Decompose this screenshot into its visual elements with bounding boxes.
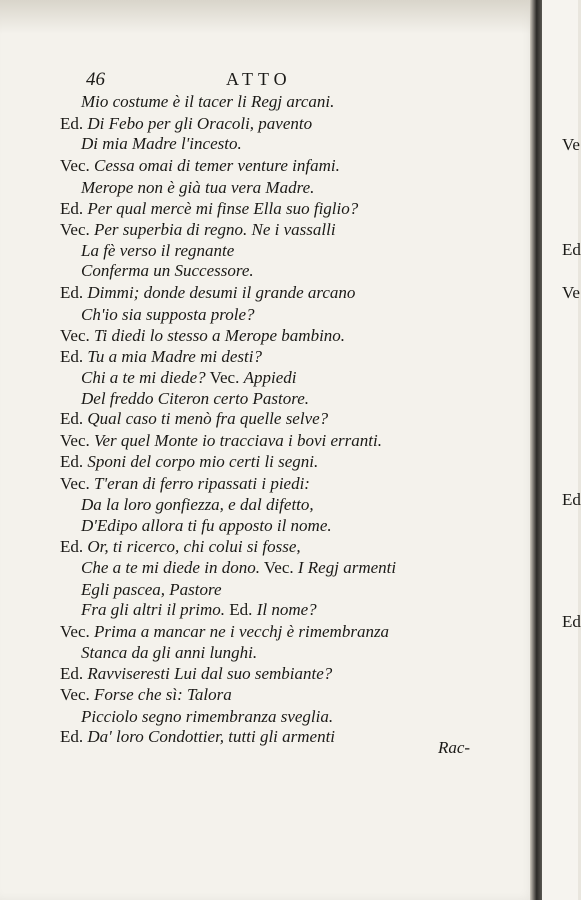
dialogue-line — [81, 643, 257, 663]
line-text: Picciolo segno rimembranza sveglia. — [81, 707, 334, 726]
line-text: Da la loro gonfiezza, e dal difetto, — [81, 495, 314, 514]
dialogue-line — [60, 409, 328, 429]
speaker-name: Ed. — [60, 452, 88, 471]
running-title: ATTO — [226, 69, 292, 89]
line-text: Qual caso ti menò fra quelle selve? — [87, 409, 329, 428]
dialogue-line — [60, 664, 332, 684]
speaker-name: Vec. — [60, 156, 94, 175]
dialogue-line — [81, 707, 333, 727]
speaker-name: Ed. — [225, 600, 257, 619]
speaker-name: Ed. — [60, 114, 88, 133]
dialogue-line — [81, 600, 317, 620]
dialogue-line — [60, 347, 262, 367]
page-top-shadow — [0, 0, 536, 34]
speaker-name: Vec. — [60, 431, 94, 450]
speaker-name: Ed. — [60, 537, 88, 556]
speaker-name: Vec. — [60, 474, 94, 493]
dialogue-line — [60, 685, 232, 705]
dialogue-line — [60, 114, 312, 134]
line-text: Ver quel Monte io tracciava i bovi erranti. — [93, 431, 382, 450]
dialogue-line — [60, 220, 336, 240]
dialogue-line — [81, 516, 332, 536]
line-text: Che a te mi diede in dono. — [81, 558, 260, 577]
line-text: Appiedi — [243, 368, 297, 387]
page-number: 46 — [86, 69, 105, 90]
page-header — [86, 69, 386, 93]
speaker-name: Vec. — [205, 368, 244, 387]
line-text: Cessa omai di temer venture infami. — [93, 156, 340, 175]
line-text: Chi a te mi diede? — [81, 368, 206, 387]
dialogue-line — [81, 558, 396, 578]
dialogue-line — [60, 431, 382, 451]
line-text: Ti diedi lo stesso a Merope bambino. — [93, 326, 346, 345]
dialogue-line — [81, 134, 242, 154]
speaker-name: Ed. — [60, 664, 88, 683]
facing-page-fragment: Ed — [562, 612, 581, 631]
speaker-name: Vec. — [60, 326, 94, 345]
speaker-name: Vec. — [60, 220, 94, 239]
line-text: Del freddo Citeron certo Pastore. — [81, 389, 310, 408]
line-text: Conferma un Successore. — [81, 261, 254, 280]
speaker-name: Ed. — [60, 283, 88, 302]
dialogue-line — [60, 622, 389, 642]
facing-page — [542, 0, 581, 900]
line-text: Forse che sì: Talora — [93, 685, 232, 704]
facing-page-fragment: Ed — [562, 240, 581, 259]
line-text: Prima a mancar ne i vecchj è rimembranza — [93, 622, 390, 641]
facing-page-fragment: Ve — [562, 283, 580, 302]
line-text: Mio costume è il tacer li Regj arcani. — [81, 92, 335, 111]
speaker-name: Vec. — [259, 558, 298, 577]
line-text: La fè verso il regnante — [81, 241, 235, 260]
facing-page-fragment: Ve — [562, 135, 580, 154]
dialogue-line — [60, 537, 301, 557]
line-text: Di Febo per gli Oracoli, pavento — [87, 114, 313, 133]
line-text: I Regj armenti — [297, 558, 397, 577]
speaker-name: Ed. — [60, 409, 88, 428]
dialogue-line — [81, 261, 254, 281]
dialogue-line — [60, 474, 310, 494]
line-text: Di mia Madre l'incesto. — [81, 134, 242, 153]
dialogue-line — [60, 199, 358, 219]
dialogue-line — [60, 156, 340, 176]
line-text: Sponi del corpo mio certi li segni. — [87, 452, 319, 471]
dialogue-line — [81, 92, 334, 112]
line-text: Per superbia di regno. Ne i vassalli — [93, 220, 336, 239]
dialogue-line — [81, 495, 314, 515]
line-text: Il nome? — [256, 600, 317, 619]
speaker-name: Ed. — [60, 347, 88, 366]
dialogue-line — [60, 727, 335, 747]
dialogue-line — [81, 305, 255, 325]
speaker-name: Vec. — [60, 685, 94, 704]
speaker-name: Ed. — [60, 199, 88, 218]
line-text: Egli pascea, Pastore — [81, 580, 222, 599]
line-text: T'eran di ferro ripassati i piedi: — [93, 474, 310, 493]
line-text: Ravviseresti Lui dal suo sembiante? — [87, 664, 333, 683]
dialogue-line — [81, 178, 314, 198]
line-text: Merope non è già tua vera Madre. — [81, 178, 315, 197]
line-text: Fra gli altri il primo. — [81, 600, 226, 619]
catchword: Rac- — [438, 738, 471, 757]
dialogue-line — [81, 368, 296, 388]
dialogue-line — [81, 241, 234, 261]
line-text: Tu a mia Madre mi desti? — [87, 347, 262, 366]
line-text: Per qual mercè mi finse Ella suo figlio? — [87, 199, 359, 218]
dialogue-line — [60, 326, 345, 346]
line-text: Stanca da gli anni lunghi. — [81, 643, 258, 662]
dialogue-line — [60, 452, 318, 472]
line-text: D'Edipo allora ti fu apposto il nome. — [81, 516, 332, 535]
dialogue-line — [60, 283, 355, 303]
facing-page-fragment: Ed — [562, 490, 581, 509]
speaker-name: Ed. — [60, 727, 88, 746]
dialogue-line — [81, 580, 222, 600]
dialogue-line — [81, 389, 309, 409]
line-text: Ch'io sia supposta prole? — [81, 305, 255, 324]
speaker-name: Vec. — [60, 622, 94, 641]
book-gutter — [530, 0, 542, 900]
line-text: Dimmi; donde desumi il grande arcano — [87, 283, 356, 302]
line-text: Da' loro Condottier, tutti gli armenti — [87, 727, 336, 746]
line-text: Or, ti ricerco, chi colui si fosse, — [87, 537, 301, 556]
